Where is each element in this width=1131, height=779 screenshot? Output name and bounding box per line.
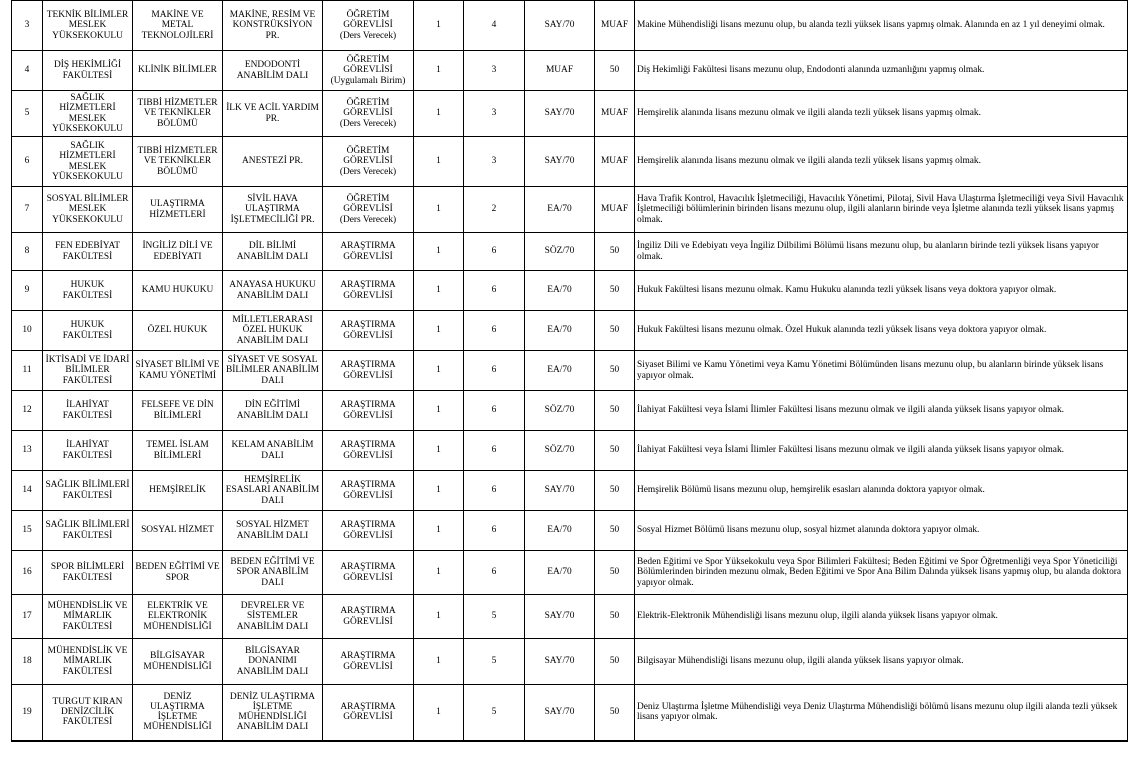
requirements-cell: Makine Mühendisliği lisans mezunu olup, bu alanda tezli yüksek lisans yapmış olmak. Alanında en az 1 yıl deneyimi olmak. bbox=[635, 1, 1128, 51]
title-cell bbox=[323, 391, 414, 431]
row-number: 14 bbox=[12, 471, 43, 511]
degree-cell: 2 bbox=[464, 187, 525, 233]
degree-cell: 6 bbox=[464, 471, 525, 511]
faculty-cell: İLAHİYAT FAKÜLTESİ bbox=[43, 431, 133, 471]
title-cell bbox=[323, 431, 414, 471]
title-text: ÖĞRETİM GÖREVLİSİ bbox=[343, 146, 393, 167]
language-cell: MUAF bbox=[595, 91, 635, 137]
count-cell: 1 bbox=[414, 685, 464, 741]
count-cell: 1 bbox=[414, 311, 464, 351]
language-cell: 50 bbox=[595, 551, 635, 595]
language-cell: 50 bbox=[595, 391, 635, 431]
count-cell: 1 bbox=[414, 511, 464, 551]
faculty-cell: TEKNİK BİLİMLER MESLEK YÜKSEKOKULU bbox=[43, 1, 133, 51]
exam-cell: SAY/70 bbox=[525, 639, 595, 685]
program-cell: DİN EĞİTİMİ ANABİLİM DALI bbox=[223, 391, 323, 431]
language-cell: MUAF bbox=[595, 137, 635, 187]
count-cell: 1 bbox=[414, 639, 464, 685]
language-cell: MUAF bbox=[595, 187, 635, 233]
title-text: ÖĞRETİM GÖREVLİSİ bbox=[343, 98, 393, 119]
row-number: 6 bbox=[12, 137, 43, 187]
faculty-cell: HUKUK FAKÜLTESİ bbox=[43, 311, 133, 351]
count-cell: 1 bbox=[414, 233, 464, 271]
table-body bbox=[12, 1, 1128, 741]
language-cell: 50 bbox=[595, 51, 635, 91]
program-cell: MAKİNE, RESİM VE KONSTRÜKSİYON PR. bbox=[223, 1, 323, 51]
department-cell: FELSEFE VE DİN BİLİMLERİ bbox=[133, 391, 223, 431]
count-cell: 1 bbox=[414, 595, 464, 639]
faculty-cell: SOSYAL BİLİMLER MESLEK YÜKSEKOKULU bbox=[43, 187, 133, 233]
title-cell bbox=[323, 1, 414, 51]
title-text: ARAŞTIRMA GÖREVLİSİ bbox=[340, 606, 396, 627]
title-text: ARAŞTIRMA GÖREVLİSİ bbox=[340, 651, 396, 672]
program-cell: İLK VE ACİL YARDIM PR. bbox=[223, 91, 323, 137]
title-text: ARAŞTIRMA GÖREVLİSİ bbox=[340, 360, 396, 381]
language-cell: 50 bbox=[595, 431, 635, 471]
title-cell bbox=[323, 137, 414, 187]
title-note: (Uygulamalı Birim) bbox=[330, 75, 406, 86]
program-cell: BİLGİSAYAR DONANIMI ANABİLİM DALI bbox=[223, 639, 323, 685]
title-text: ARAŞTIRMA GÖREVLİSİ bbox=[340, 280, 396, 301]
table-row bbox=[12, 431, 1128, 471]
title-text: ARAŞTIRMA GÖREVLİSİ bbox=[340, 400, 396, 421]
staff-positions-table bbox=[11, 0, 1128, 742]
faculty-cell: SAĞLIK BİLİMLERİ FAKÜLTESİ bbox=[43, 471, 133, 511]
exam-cell: EA/70 bbox=[525, 311, 595, 351]
requirements-cell: Hemşirelik alanında lisans mezunu olmak ve ilgili alanda tezli yüksek lisans yapmış olmak. bbox=[635, 137, 1128, 187]
department-cell: BİLGİSAYAR MÜHENDİSLİĞİ bbox=[133, 639, 223, 685]
degree-cell: 5 bbox=[464, 595, 525, 639]
title-note: (Ders Verecek) bbox=[339, 214, 397, 225]
table-row bbox=[12, 137, 1128, 187]
language-cell: 50 bbox=[595, 271, 635, 311]
title-cell bbox=[323, 51, 414, 91]
exam-cell: SÖZ/70 bbox=[525, 233, 595, 271]
degree-cell: 6 bbox=[464, 511, 525, 551]
degree-cell: 6 bbox=[464, 351, 525, 391]
requirements-cell: İngiliz Dili ve Edebiyatı veya İngiliz Dilbilimi Bölümü lisans mezunu olup, bu alanların birinde tezli yüksek lisans yapıyor olmak. bbox=[635, 233, 1128, 271]
requirements-cell: Diş Hekimliği Fakültesi lisans mezunu olup, Endodonti alanında uzmanlığını yapmış olmak. bbox=[635, 51, 1128, 91]
department-cell: TEMEL İSLAM BİLİMLERİ bbox=[133, 431, 223, 471]
faculty-cell: DİŞ HEKİMLİĞİ FAKÜLTESİ bbox=[43, 51, 133, 91]
department-cell: KLİNİK BİLİMLER bbox=[133, 51, 223, 91]
table-row bbox=[12, 51, 1128, 91]
table-row bbox=[12, 233, 1128, 271]
degree-cell: 5 bbox=[464, 685, 525, 741]
exam-cell: EA/70 bbox=[525, 271, 595, 311]
faculty-cell: FEN EDEBİYAT FAKÜLTESİ bbox=[43, 233, 133, 271]
department-cell: HEMŞİRELİK bbox=[133, 471, 223, 511]
exam-cell: SAY/70 bbox=[525, 471, 595, 511]
title-cell bbox=[323, 187, 414, 233]
faculty-cell: İKTİSADİ VE İDARİ BİLİMLER FAKÜLTESİ bbox=[43, 351, 133, 391]
row-number: 13 bbox=[12, 431, 43, 471]
department-cell: SİYASET BİLİMİ VE KAMU YÖNETİMİ bbox=[133, 351, 223, 391]
title-cell bbox=[323, 91, 414, 137]
table-row bbox=[12, 511, 1128, 551]
department-cell: TIBBİ HİZMETLER VE TEKNİKLER BÖLÜMÜ bbox=[133, 91, 223, 137]
requirements-cell: İlahiyat Fakültesi veya İslami İlimler Fakültesi lisans mezunu olmak ve ilgili alanda yüksek lisans yapıyor olmak. bbox=[635, 391, 1128, 431]
degree-cell: 3 bbox=[464, 137, 525, 187]
table-row bbox=[12, 471, 1128, 511]
requirements-cell: Hemşirelik Bölümü lisans mezunu olup, hemşirelik esasları alanında doktora yapıyor olmak. bbox=[635, 471, 1128, 511]
degree-cell: 5 bbox=[464, 639, 525, 685]
row-number: 18 bbox=[12, 639, 43, 685]
department-cell: ÖZEL HUKUK bbox=[133, 311, 223, 351]
program-cell: ENDODONTİ ANABİLİM DALI bbox=[223, 51, 323, 91]
faculty-cell: SAĞLIK BİLİMLERİ FAKÜLTESİ bbox=[43, 511, 133, 551]
exam-cell: EA/70 bbox=[525, 551, 595, 595]
count-cell: 1 bbox=[414, 187, 464, 233]
faculty-cell: SAĞLIK HİZMETLERİ MESLEK YÜKSEKOKULU bbox=[43, 91, 133, 137]
table-row bbox=[12, 551, 1128, 595]
requirements-cell: Elektrik-Elektronik Mühendisliği lisans mezunu olup, ilgili alanda yüksek lisans yapıyor olmak. bbox=[635, 595, 1128, 639]
degree-cell: 3 bbox=[464, 51, 525, 91]
exam-cell: SAY/70 bbox=[525, 137, 595, 187]
count-cell: 1 bbox=[414, 137, 464, 187]
title-text: ARAŞTIRMA GÖREVLİSİ bbox=[340, 440, 396, 461]
row-number: 17 bbox=[12, 595, 43, 639]
document-page bbox=[11, 0, 1128, 742]
table-row bbox=[12, 187, 1128, 233]
table-row bbox=[12, 1, 1128, 51]
faculty-cell: TURGUT KIRAN DENİZCİLİK FAKÜLTESİ bbox=[43, 685, 133, 741]
table-row bbox=[12, 685, 1128, 741]
row-number: 11 bbox=[12, 351, 43, 391]
title-note: (Ders Verecek) bbox=[339, 118, 397, 129]
program-cell: DENİZ ULAŞTIRMA İŞLETME MÜHENDİSLİĞİ ANABİLİM DALI bbox=[223, 685, 323, 741]
count-cell: 1 bbox=[414, 91, 464, 137]
title-cell bbox=[323, 471, 414, 511]
language-cell: MUAF bbox=[595, 1, 635, 51]
row-number: 9 bbox=[12, 271, 43, 311]
program-cell: DİL BİLİMİ ANABİLİM DALI bbox=[223, 233, 323, 271]
count-cell: 1 bbox=[414, 551, 464, 595]
row-number: 15 bbox=[12, 511, 43, 551]
requirements-cell: İlahiyat Fakültesi veya İslami İlimler Fakültesi lisans mezunu olmak ve ilgili alanda yüksek lisans yapıyor olmak. bbox=[635, 431, 1128, 471]
program-cell: DEVRELER VE SİSTEMLER ANABİLİM DALI bbox=[223, 595, 323, 639]
degree-cell: 6 bbox=[464, 391, 525, 431]
department-cell: İNGİLİZ DİLİ VE EDEBİYATI bbox=[133, 233, 223, 271]
degree-cell: 6 bbox=[464, 311, 525, 351]
exam-cell: SÖZ/70 bbox=[525, 431, 595, 471]
table-row bbox=[12, 351, 1128, 391]
language-cell: 50 bbox=[595, 595, 635, 639]
program-cell: SİVİL HAVA ULAŞTIRMA İŞLETMECİLİĞİ PR. bbox=[223, 187, 323, 233]
department-cell: BEDEN EĞİTİMİ VE SPOR bbox=[133, 551, 223, 595]
title-cell bbox=[323, 639, 414, 685]
title-cell bbox=[323, 551, 414, 595]
exam-cell: EA/70 bbox=[525, 187, 595, 233]
row-number: 10 bbox=[12, 311, 43, 351]
department-cell: SOSYAL HİZMET bbox=[133, 511, 223, 551]
title-text: ÖĞRETİM GÖREVLİSİ bbox=[343, 194, 393, 215]
row-number: 4 bbox=[12, 51, 43, 91]
title-text: ARAŞTIRMA GÖREVLİSİ bbox=[340, 702, 396, 723]
table-row bbox=[12, 311, 1128, 351]
table-row bbox=[12, 639, 1128, 685]
title-cell bbox=[323, 271, 414, 311]
title-note: (Ders Verecek) bbox=[339, 166, 397, 177]
requirements-cell: Bilgisayar Mühendisliği lisans mezunu olup, ilgili alanda yüksek lisans yapıyor olmak. bbox=[635, 639, 1128, 685]
count-cell: 1 bbox=[414, 1, 464, 51]
count-cell: 1 bbox=[414, 51, 464, 91]
language-cell: 50 bbox=[595, 511, 635, 551]
program-cell: SİYASET VE SOSYAL BİLİMLER ANABİLİM DALI bbox=[223, 351, 323, 391]
count-cell: 1 bbox=[414, 271, 464, 311]
degree-cell: 4 bbox=[464, 1, 525, 51]
faculty-cell: HUKUK FAKÜLTESİ bbox=[43, 271, 133, 311]
table-row bbox=[12, 391, 1128, 431]
degree-cell: 6 bbox=[464, 431, 525, 471]
title-text: ARAŞTIRMA GÖREVLİSİ bbox=[340, 241, 396, 262]
requirements-cell: Beden Eğitimi ve Spor Yüksekokulu veya Spor Bilimleri Fakültesi; Beden Eğitimi ve Spor Öğretmenliği veya Spor Yöneticiliği Bölümlerinden birinden mezunu olmak, Beden Eğitimi ve Spor Ana Bilim Dalında yüksek lisans yapmış olup, bu alanda doktora yapıyor olmak. bbox=[635, 551, 1128, 595]
row-number: 3 bbox=[12, 1, 43, 51]
row-number: 5 bbox=[12, 91, 43, 137]
faculty-cell: SAĞLIK HİZMETLERİ MESLEK YÜKSEKOKULU bbox=[43, 137, 133, 187]
row-number: 16 bbox=[12, 551, 43, 595]
department-cell: MAKİNE VE METAL TEKNOLOJİLERİ bbox=[133, 1, 223, 51]
requirements-cell: Siyaset Bilimi ve Kamu Yönetimi veya Kamu Yönetimi Bölümünden lisans mezunu olup, bu alanların birinde yüksek lisans yapıyor olmak. bbox=[635, 351, 1128, 391]
title-cell bbox=[323, 685, 414, 741]
title-cell bbox=[323, 511, 414, 551]
department-cell: ELEKTRİK VE ELEKTRONİK MÜHENDİSLİĞİ bbox=[133, 595, 223, 639]
row-number: 7 bbox=[12, 187, 43, 233]
degree-cell: 6 bbox=[464, 233, 525, 271]
table-row bbox=[12, 271, 1128, 311]
exam-cell: EA/70 bbox=[525, 511, 595, 551]
program-cell: ANESTEZİ PR. bbox=[223, 137, 323, 187]
language-cell: 50 bbox=[595, 233, 635, 271]
count-cell: 1 bbox=[414, 431, 464, 471]
exam-cell: SAY/70 bbox=[525, 91, 595, 137]
program-cell: ANAYASA HUKUKU ANABİLİM DALI bbox=[223, 271, 323, 311]
title-text: ARAŞTIRMA GÖREVLİSİ bbox=[340, 320, 396, 341]
degree-cell: 6 bbox=[464, 551, 525, 595]
requirements-cell: Hukuk Fakültesi lisans mezunu olmak. Kamu Hukuku alanında tezli yüksek lisans veya doktora yapıyor olmak. bbox=[635, 271, 1128, 311]
requirements-cell: Hava Trafik Kontrol, Havacılık İşletmeciliği, Havacılık Yönetimi, Pilotaj, Sivil Hava Ulaştırma İşletmeciliği veya Sivil Havacılık İşletmeciliği bölümlerinin birinden lisans mezunu olup, ilgili alanların birinde veya İşletme alanında tezli yüksek lisans yapmış olmak. bbox=[635, 187, 1128, 233]
language-cell: 50 bbox=[595, 311, 635, 351]
language-cell: 50 bbox=[595, 351, 635, 391]
department-cell: TIBBİ HİZMETLER VE TEKNİKLER BÖLÜMÜ bbox=[133, 137, 223, 187]
language-cell: 50 bbox=[595, 471, 635, 511]
requirements-cell: Hukuk Fakültesi lisans mezunu olmak. Özel Hukuk alanında tezli yüksek lisans veya doktora yapıyor olmak. bbox=[635, 311, 1128, 351]
faculty-cell: SPOR BİLİMLERİ FAKÜLTESİ bbox=[43, 551, 133, 595]
title-cell bbox=[323, 311, 414, 351]
title-text: ARAŞTIRMA GÖREVLİSİ bbox=[340, 562, 396, 583]
exam-cell: SAY/70 bbox=[525, 685, 595, 741]
exam-cell: MUAF bbox=[525, 51, 595, 91]
language-cell: 50 bbox=[595, 639, 635, 685]
title-text: ÖĞRETİM GÖREVLİSİ bbox=[343, 55, 393, 76]
title-cell bbox=[323, 595, 414, 639]
program-cell: KELAM ANABİLİM DALI bbox=[223, 431, 323, 471]
program-cell: HEMŞİRELİK ESASLARI ANABİLİM DALI bbox=[223, 471, 323, 511]
table-row bbox=[12, 595, 1128, 639]
row-number: 8 bbox=[12, 233, 43, 271]
program-cell: MİLLETLERARASI ÖZEL HUKUK ANABİLİM DALI bbox=[223, 311, 323, 351]
exam-cell: SAY/70 bbox=[525, 1, 595, 51]
department-cell: ULAŞTIRMA HİZMETLERİ bbox=[133, 187, 223, 233]
language-cell: 50 bbox=[595, 685, 635, 741]
requirements-cell: Deniz Ulaştırma İşletme Mühendisliği veya Deniz Ulaştırma Mühendisliği bölümü lisans mezunu olup ilgili alanda tezli yüksek lisans yapıyor olmak. bbox=[635, 685, 1128, 741]
exam-cell: SAY/70 bbox=[525, 595, 595, 639]
title-text: ÖĞRETİM GÖREVLİSİ bbox=[343, 10, 393, 31]
program-cell: BEDEN EĞİTİMİ VE SPOR ANABİLİM DALI bbox=[223, 551, 323, 595]
title-text: ARAŞTIRMA GÖREVLİSİ bbox=[340, 480, 396, 501]
count-cell: 1 bbox=[414, 351, 464, 391]
title-note: (Ders Verecek) bbox=[339, 30, 397, 41]
row-number: 12 bbox=[12, 391, 43, 431]
faculty-cell: MÜHENDİSLİK VE MİMARLIK FAKÜLTESİ bbox=[43, 595, 133, 639]
row-number: 19 bbox=[12, 685, 43, 741]
degree-cell: 3 bbox=[464, 91, 525, 137]
department-cell: KAMU HUKUKU bbox=[133, 271, 223, 311]
faculty-cell: İLAHİYAT FAKÜLTESİ bbox=[43, 391, 133, 431]
table-row bbox=[12, 91, 1128, 137]
department-cell: DENİZ ULAŞTIRMA İŞLETME MÜHENDİSLİĞİ bbox=[133, 685, 223, 741]
exam-cell: EA/70 bbox=[525, 351, 595, 391]
title-cell bbox=[323, 233, 414, 271]
degree-cell: 6 bbox=[464, 271, 525, 311]
requirements-cell: Hemşirelik alanında lisans mezunu olmak ve ilgili alanda tezli yüksek lisans yapmış olmak. bbox=[635, 91, 1128, 137]
count-cell: 1 bbox=[414, 471, 464, 511]
title-cell bbox=[323, 351, 414, 391]
count-cell: 1 bbox=[414, 391, 464, 431]
faculty-cell: MÜHENDİSLİK VE MİMARLIK FAKÜLTESİ bbox=[43, 639, 133, 685]
title-text: ARAŞTIRMA GÖREVLİSİ bbox=[340, 520, 396, 541]
exam-cell: SÖZ/70 bbox=[525, 391, 595, 431]
program-cell: SOSYAL HİZMET ANABİLİM DALI bbox=[223, 511, 323, 551]
requirements-cell: Sosyal Hizmet Bölümü lisans mezunu olup, sosyal hizmet alanında doktora yapıyor olmak. bbox=[635, 511, 1128, 551]
